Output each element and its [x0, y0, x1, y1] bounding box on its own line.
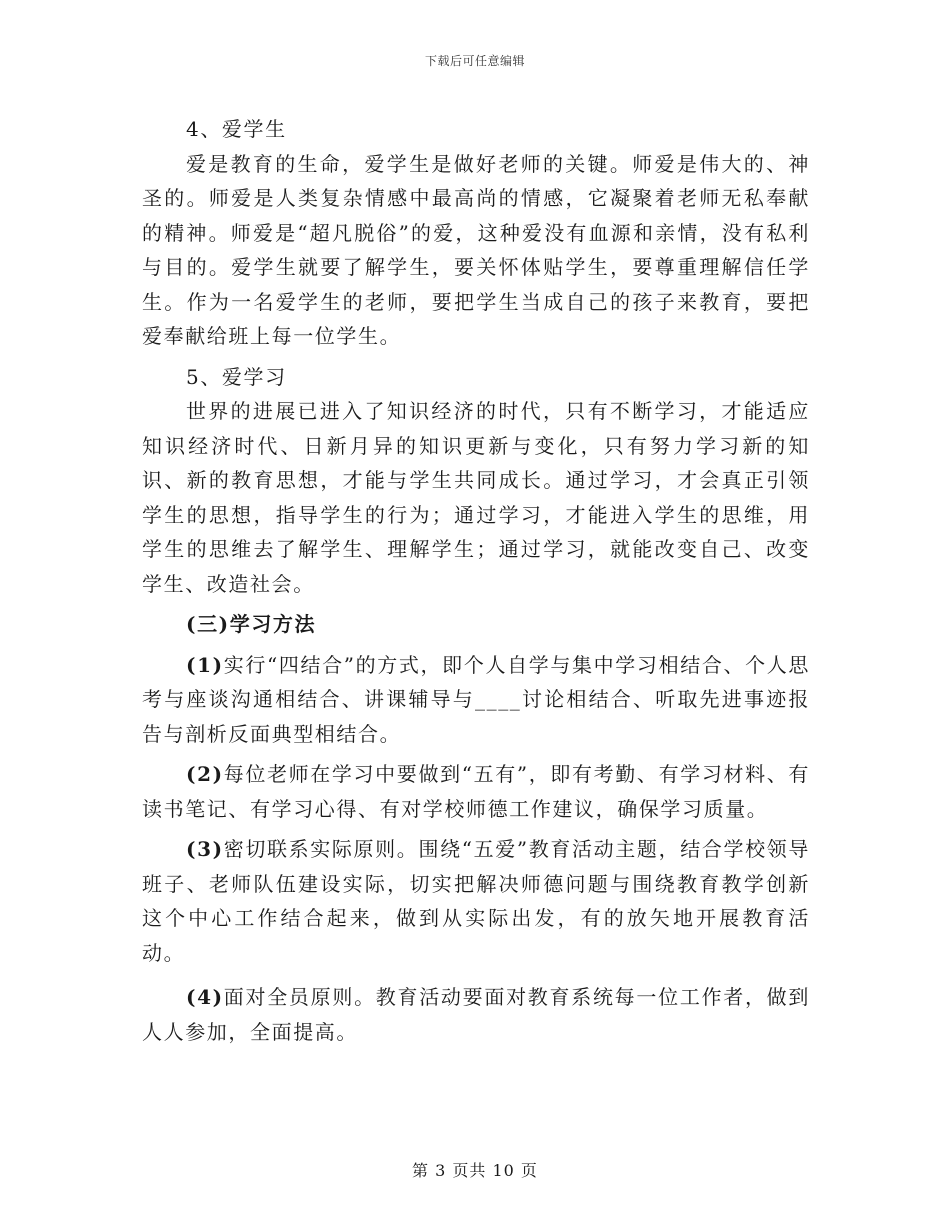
- section-5-paragraph: 世界的进展已进入了知识经济的时代，只有不断学习，才能适应知识经济时代、日新月异的知识更新与变化，只有努力学习新的知识、新的教育思想，才能与学生共同成长。通过学习，才会真正引领学生的思想，指导学生的行为；通过学习，才能进入学生的思维，用学生的思维去了解学生、理解学生；通过学习，就能改变自己、改变学生、改造社会。: [142, 399, 810, 596]
- method-item-4: [142, 980, 810, 1049]
- method-item-3-number: (3): [186, 837, 224, 861]
- methods-title: (三)学习方法: [186, 612, 317, 636]
- method-item-4-number: (4): [186, 985, 224, 1009]
- method-item-2-text: 每位老师在学习中要做到“五有”，即有考勤、有学习材料、有读书笔记、有学习心得、有对学校师德工作建议，确保学习质量。: [142, 762, 810, 821]
- section-4-paragraph: 爱是教育的生命，爱学生是做好老师的关键。师爱是伟大的、神圣的。师爱是人类复杂情感中最高尚的情感，它凝聚着老师无私奉献的精神。师爱是“超凡脱俗”的爱，这种爱没有血源和亲情，没有私利与目的。爱学生就要了解学生，要关怀体贴学生，要尊重理解信任学生。作为一名爱学生的老师，要把学生当成自己的孩子来教育，要把爱奉献给班上每一位学生。: [142, 151, 810, 348]
- method-item-1: [142, 648, 810, 752]
- page-header: 下载后可任意编辑: [424, 54, 525, 68]
- section-4-title: 4、爱学生: [186, 117, 287, 141]
- page-footer: 第 3 页共 10 页: [412, 1161, 538, 1180]
- method-item-3-text: 密切联系实际原则。围绕“五爱”教育活动主题，结合学校领导班子、老师队伍建设实际，切实把解决师德问题与围绕教育教学创新这个中心工作结合起来，做到从实际出发，有的放矢地开展教育活动。: [142, 837, 810, 965]
- document-body: [142, 112, 810, 1049]
- method-item-2: [142, 757, 810, 826]
- method-item-1-text: 实行“四结合”的方式，即个人自学与集中学习相结合、个人思考与座谈沟通相结合、讲课辅导与____讨论相结合、听取先进事迹报告与剖析反面典型相结合。: [142, 652, 810, 746]
- method-item-4-text: 面对全员原则。教育活动要面对教育系统每一位工作者，做到人人参加，全面提高。: [142, 985, 810, 1044]
- method-item-1-number: (1): [186, 652, 224, 677]
- section-5-title: 5、爱学习: [186, 364, 287, 389]
- method-item-3: [142, 832, 810, 970]
- method-item-2-number: (2): [186, 762, 224, 786]
